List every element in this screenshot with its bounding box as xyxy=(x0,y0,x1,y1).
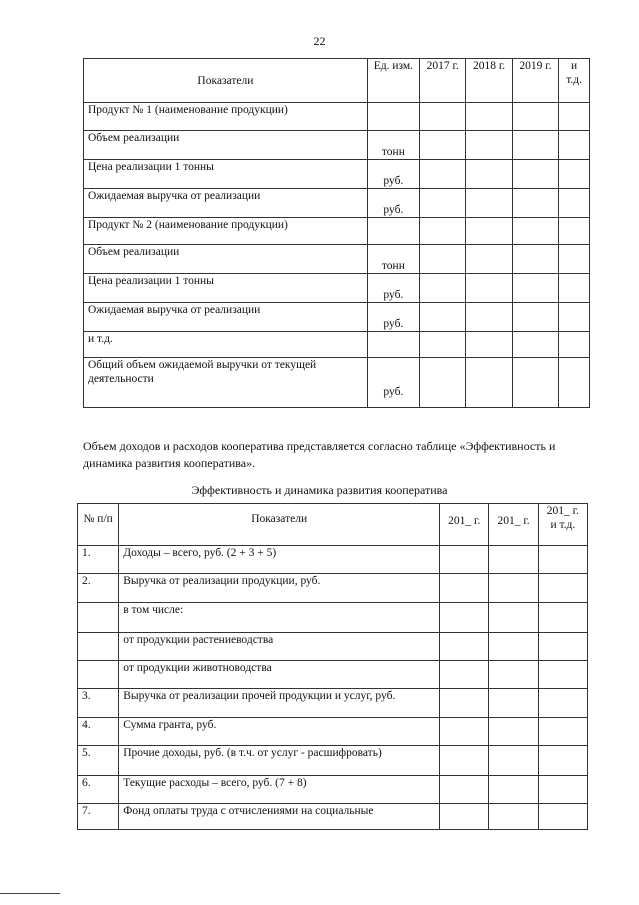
table-row xyxy=(84,303,590,332)
table-row xyxy=(84,160,590,189)
row-unit: руб. xyxy=(367,303,419,332)
header-year-2017: 2017 г. xyxy=(419,59,465,103)
table-row xyxy=(78,718,588,746)
row-unit xyxy=(367,332,419,358)
header-year-2018: 2018 г. xyxy=(466,59,512,103)
row-label: Текущие расходы – всего, руб. (7 + 8) xyxy=(119,776,440,804)
row-label: в том числе: xyxy=(119,603,440,633)
footnote-divider xyxy=(0,893,60,894)
row-label: и т.д. xyxy=(84,332,368,358)
table-row xyxy=(84,358,590,408)
row-label: Цена реализации 1 тонны xyxy=(84,160,368,189)
header-indicators: Показатели xyxy=(119,504,440,546)
row-unit: тонн xyxy=(367,131,419,160)
row-label: Ожидаемая выручка от реализации xyxy=(84,189,368,218)
row-label: Объем реализации xyxy=(84,245,368,274)
header-etc: и т.д. xyxy=(559,59,590,103)
table-row xyxy=(78,546,588,574)
row-number: 5. xyxy=(78,746,119,776)
table-row xyxy=(78,633,588,661)
row-number: 2. xyxy=(78,574,119,603)
row-label: от продукции животноводства xyxy=(119,661,440,689)
row-number: 4. xyxy=(78,718,119,746)
row-unit xyxy=(367,218,419,245)
row-number: 6. xyxy=(78,776,119,804)
table-row xyxy=(78,776,588,804)
row-label: Выручка от реализации прочей продукции и услуг, руб. xyxy=(119,689,440,718)
header-number: № п/п xyxy=(78,504,119,546)
row-unit: руб. xyxy=(367,189,419,218)
row-label: Продукт № 1 (наименование продукции) xyxy=(84,103,368,131)
header-unit: Ед. изм. xyxy=(367,59,419,103)
row-label: Выручка от реализации продукции, руб. xyxy=(119,574,440,603)
row-unit: руб. xyxy=(367,358,419,408)
table-row xyxy=(78,603,588,633)
sales-table xyxy=(83,58,590,408)
table-row xyxy=(78,746,588,776)
table-row xyxy=(84,189,590,218)
table-row xyxy=(84,332,590,358)
row-label: Доходы – всего, руб. (2 + 3 + 5) xyxy=(119,546,440,574)
row-number xyxy=(78,661,119,689)
header-year-1: 201_ г. xyxy=(440,504,489,546)
table-row xyxy=(84,274,590,303)
header-year-3: 201_ г. и т.д. xyxy=(538,504,587,546)
table-caption: Эффективность и динамика развития кооператива xyxy=(191,483,448,497)
table-row xyxy=(78,661,588,689)
table-header-row xyxy=(78,504,588,546)
table-row xyxy=(84,131,590,160)
row-label: Фонд оплаты труда с отчислениями на социальные xyxy=(119,804,440,830)
header-year-2: 201_ г. xyxy=(489,504,538,546)
row-unit: руб. xyxy=(367,160,419,189)
row-unit: тонн xyxy=(367,245,419,274)
row-number: 1. xyxy=(78,546,119,574)
row-label: Ожидаемая выручка от реализации xyxy=(84,303,368,332)
table-row xyxy=(84,103,590,131)
header-year-2019: 2019 г. xyxy=(512,59,558,103)
row-label: Цена реализации 1 тонны xyxy=(84,274,368,303)
row-label: Продукт № 2 (наименование продукции) xyxy=(84,218,368,245)
intro-paragraph: Объем доходов и расходов кооператива представляется согласно таблице «Эффективность и динамика развития кооператива». xyxy=(83,439,556,470)
row-number xyxy=(78,603,119,633)
row-unit: руб. xyxy=(367,274,419,303)
row-label: Прочие доходы, руб. (в т.ч. от услуг - расшифровать) xyxy=(119,746,440,776)
row-label: Объем реализации xyxy=(84,131,368,160)
page-number: 22 xyxy=(313,34,326,48)
table-row xyxy=(78,574,588,603)
row-label: от продукции растениеводства xyxy=(119,633,440,661)
row-number: 7. xyxy=(78,804,119,830)
table-row xyxy=(78,804,588,830)
table-row xyxy=(84,245,590,274)
row-number xyxy=(78,633,119,661)
efficiency-table xyxy=(77,503,588,830)
table-row xyxy=(78,689,588,718)
header-indicators: Показатели xyxy=(84,59,368,103)
row-label: Сумма гранта, руб. xyxy=(119,718,440,746)
table-header-row xyxy=(84,59,590,103)
row-number: 3. xyxy=(78,689,119,718)
row-label: Общий объем ожидаемой выручки от текущей деятельности xyxy=(84,358,368,408)
row-unit xyxy=(367,103,419,131)
table-row xyxy=(84,218,590,245)
